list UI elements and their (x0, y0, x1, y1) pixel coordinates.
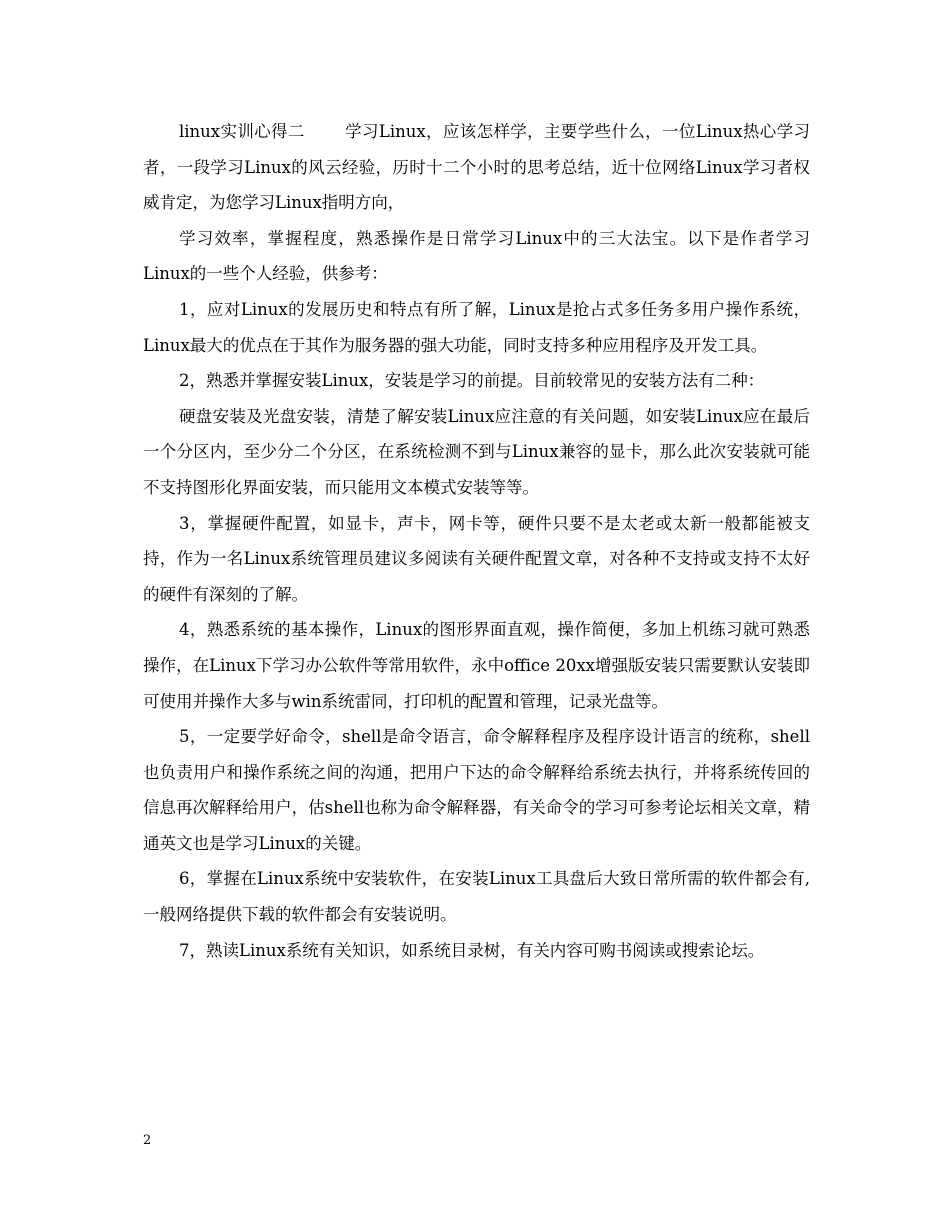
paragraph: 5，一定要学好命令，shell是命令语言，命令解释程序及程序设计语言的统称，shell也负责用户和操作系统之间的沟通，把用户下达的命令解释给系统去执行，并将系统传回的信息再次解释给用户，估shell也称为命令解释器，有关命令的学习可参考论坛相关文章，精通英文也是学习Linux的关键。 (143, 727, 810, 853)
paragraph: 1，应对Linux的发展历史和特点有所了解，Linux是抢占式多任务多用户操作系统，Linux最大的优点在于其作为服务器的强大功能，同时支持多种应用程序及开发工具。 (143, 299, 810, 355)
paragraph: 硬盘安装及光盘安装，清楚了解安装Linux应注意的有关问题，如安装Linux应在最后一个分区内，至少分二个分区，在系统检测不到与Linux兼容的显卡，那么此次安装就可能不支持图形化界面安装，而只能用文本模式安装等等。 (143, 406, 810, 497)
paragraph: 学习效率，掌握程度，熟悉操作是日常学习Linux中的三大法宝。以下是作者学习Linux的一些个人经验，供参考： (143, 228, 810, 284)
intro-paragraph (143, 114, 810, 221)
paragraph: 3，掌握硬件配置，如显卡，声卡，网卡等，硬件只要不是太老或太新一般都能被支持，作为一名Linux系统管理员建议多阅读有关硬件配置文章，对各种不支持或支持不太好的硬件有深刻的了解。 (143, 513, 810, 604)
paragraph: 2，熟悉并掌握安装Linux，安装是学习的前提。目前较常见的安装方法有二种： (179, 371, 765, 391)
document-body (143, 114, 810, 968)
paragraph-text: 学习Linux，应该怎样学，主要学些什么，一位Linux热心学习者，一段学习Linux的风云经验，历时十二个小时的思考总结，近十位网络Linux学习者权威肯定，为您学习Linux指明方向， (143, 122, 810, 213)
paragraph: 4，熟悉系统的基本操作，Linux的图形界面直观，操作简便，多加上机练习就可熟悉操作，在Linux下学习办公软件等常用软件，永中office 20xx增强版安装只需要默认安装即可使用并操作大多与win系统雷同，打印机的配置和管理，记录光盘等。 (143, 620, 810, 711)
page-number: 2 (143, 1133, 152, 1148)
document-title: linux实训心得二 (179, 122, 305, 141)
paragraph: 6，掌握在Linux系统中安装软件，在安装Linux工具盘后大致日常所需的软件都会有,一般网络提供下载的软件都会有安装说明。 (143, 869, 810, 925)
paragraph: 7，熟读Linux系统有关知识，如系统目录树，有关内容可购书阅读或搜索论坛。 (179, 940, 765, 960)
